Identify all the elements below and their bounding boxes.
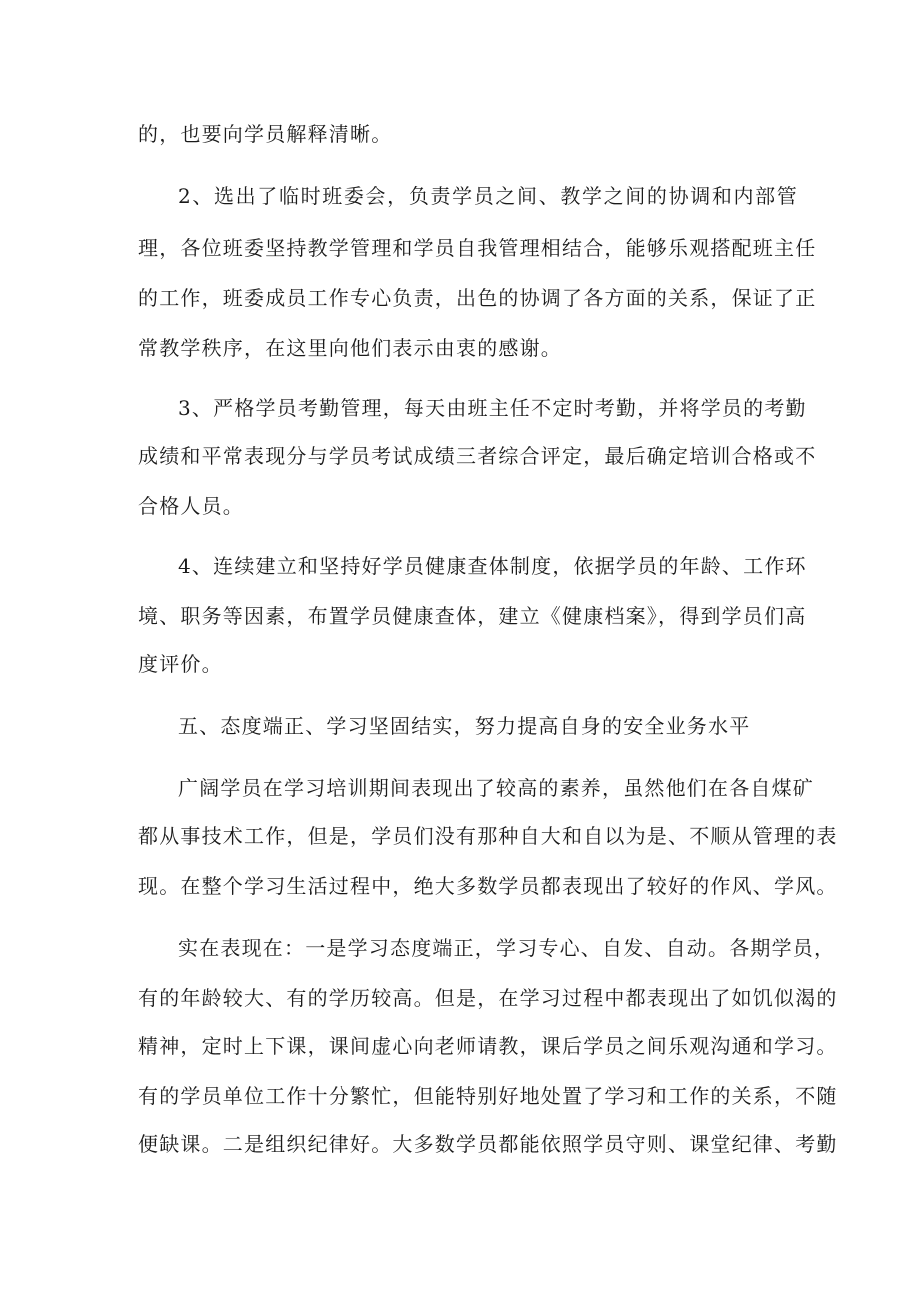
text-line: 理，各位班委坚持教学管理和学员自我管理相结合，能够乐观搭配班主任	[138, 236, 817, 260]
text-line: 度评价。	[138, 652, 223, 676]
text-line: 现。在整个学习生活过程中，绝大多数学员都表现出了较好的作风、学风。	[138, 874, 838, 898]
text-line: 实在表现在：一是学习态度端正，学习专心、自发、自动。各期学员，	[178, 936, 836, 960]
text-line: 有的年龄较大、有的学历较高。但是，在学习过程中都表现出了如饥似渴的	[138, 986, 838, 1010]
text-line: 境、职务等因素，布置学员健康查体，建立《健康档案》，得到学员们高	[138, 604, 807, 628]
text-line: 成绩和平常表现分与学员考试成绩三者综合评定，最后确定培训合格或不	[138, 444, 817, 468]
text-line: 广阔学员在学习培训期间表现出了较高的素养，虽然他们在各自煤矿	[178, 776, 814, 800]
text-line: 有的学员单位工作十分繁忙，但能特别好地处置了学习和工作的关系，不随	[138, 1084, 838, 1108]
section-heading: 五、态度端正、学习坚固结实，努力提高自身的安全业务水平	[178, 714, 751, 738]
text-line: 4、连续建立和坚持好学员健康查体制度，依据学员的年龄、工作环	[178, 554, 807, 578]
text-line: 的，也要向学员解释清晰。	[138, 122, 393, 146]
text-line: 精神，定时上下课，课间虚心向老师请教，课后学员之间乐观沟通和学习。	[138, 1034, 838, 1058]
text-line: 都从事技术工作，但是，学员们没有那种自大和自以为是、不顺从管理的表	[138, 824, 838, 848]
text-line: 合格人员。	[138, 494, 244, 518]
text-line: 2、选出了临时班委会，负责学员之间、教学之间的协调和内部管	[178, 184, 798, 208]
text-line: 便缺课。二是组织纪律好。大多数学员都能依照学员守则、课堂纪律、考勤	[138, 1132, 838, 1156]
text-line: 常教学秩序，在这里向他们表示由衷的感谢。	[138, 336, 562, 360]
text-line: 3、严格学员考勤管理，每天由班主任不定时考勤，并将学员的考勤	[178, 396, 807, 420]
text-line: 的工作，班委成员工作专心负责，出色的协调了各方面的关系，保证了正	[138, 286, 817, 310]
